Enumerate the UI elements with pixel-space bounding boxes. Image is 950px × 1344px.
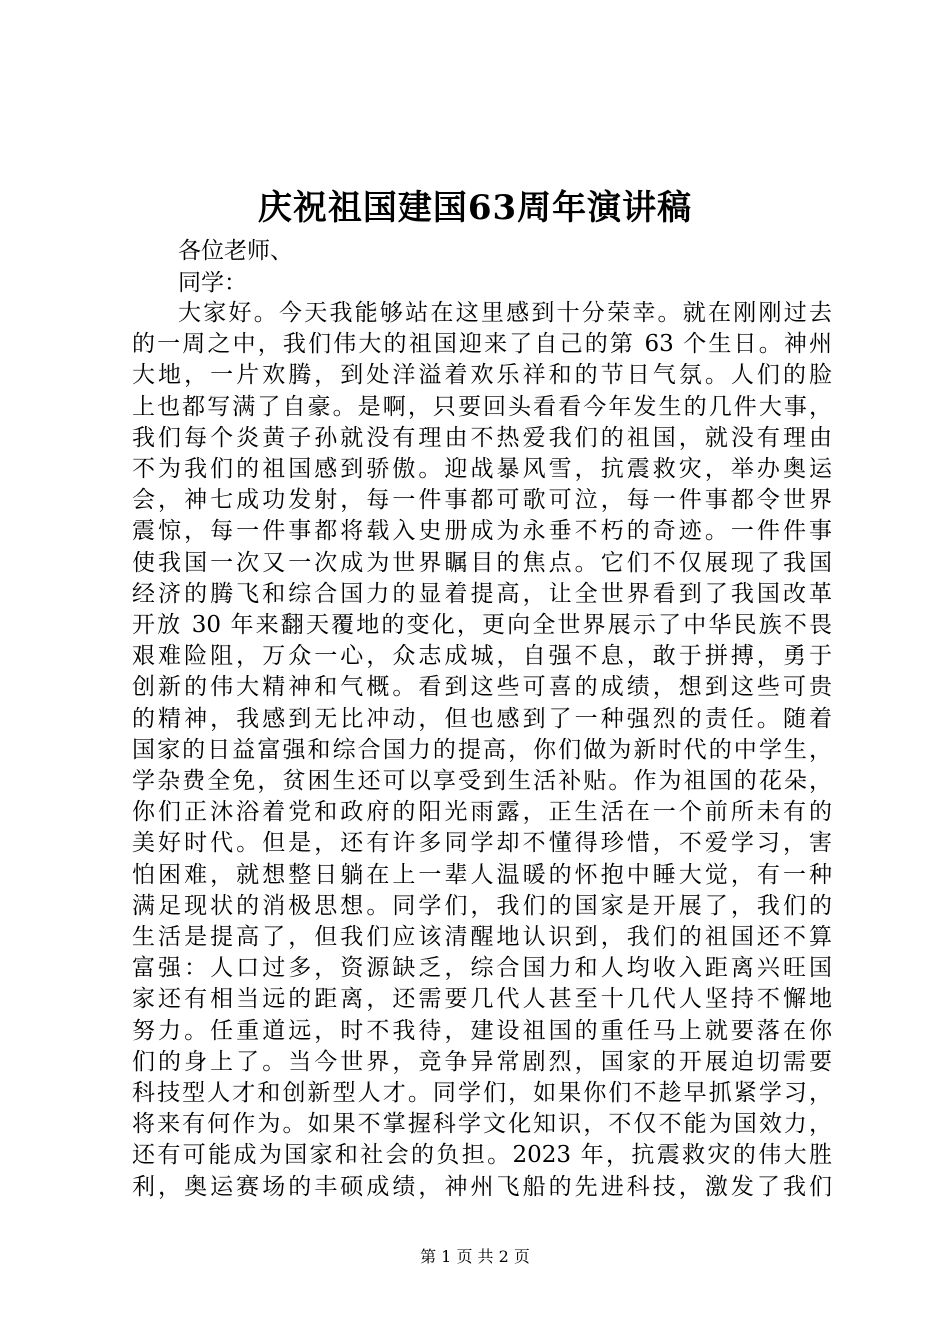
body-line: 开放 30 年来翻天覆地的变化，更向全世界展示了中华民族不畏 [132, 612, 832, 638]
body-line: 经济的腾飞和综合国力的显着提高，让全世界看到了我国改革 [132, 580, 832, 607]
page-footer: 第 1 页 共 2 页 [420, 1247, 530, 1266]
body-line: 的精神，我感到无比冲动，但也感到了一种强烈的责任。随着 [132, 705, 832, 732]
salutation-line: 同学： [178, 270, 247, 296]
body-line: 生活是提高了，但我们应该清醒地认识到，我们的祖国还不算 [132, 924, 832, 950]
body-line: 美好时代。但是，还有许多同学却不懂得珍惜，不爱学习，害 [132, 830, 832, 857]
body-line: 创新的伟大精神和气概。看到这些可喜的成绩，想到这些可贵 [132, 674, 832, 701]
body-line: 还有可能成为国家和社会的负担。2023 年，抗震救灾的伟大胜 [132, 1142, 832, 1169]
body-line: 震惊，每一件事都将载入史册成为永垂不朽的奇迹。一件件事 [132, 518, 832, 545]
body-line: 会，神七成功发射，每一件事都可歌可泣，每一件事都令世界 [132, 487, 832, 514]
document-title: 庆祝祖国建国63周年演讲稿 [257, 188, 693, 228]
body-line: 努力。任重道远，时不我待，建设祖国的重任马上就要落在你 [132, 1017, 832, 1044]
body-line: 满足现状的消极思想。同学们，我们的国家是开展了，我们的 [132, 892, 832, 919]
body-line: 大地，一片欢腾，到处洋溢着欢乐祥和的节日气氛。人们的脸 [132, 362, 832, 389]
body-line: 上也都写满了自豪。是啊，只要回头看看今年发生的几件大事， [132, 393, 832, 420]
body-line: 家还有相当远的距离，还需要几代人甚至十几代人坚持不懈地 [132, 986, 832, 1013]
salutation-line: 各位老师、 [178, 238, 293, 264]
body-line: 不为我们的祖国感到骄傲。迎战暴风雪，抗震救灾，举办奥运 [132, 456, 832, 482]
body-line: 艰难险阻，万众一心，众志成城，自强不息，敢于拼搏，勇于 [132, 643, 832, 670]
body-line: 的一周之中，我们伟大的祖国迎来了自己的第 63 个生日。神州 [132, 331, 832, 358]
body-line: 利，奥运赛场的丰硕成绩，神州飞船的先进科技，激发了我们 [132, 1173, 832, 1200]
body-line: 大家好。今天我能够站在这里感到十分荣幸。就在刚刚过去 [178, 300, 832, 326]
body-line: 我们每个炎黄子孙就没有理由不热爱我们的祖国，就没有理由 [132, 424, 832, 451]
body-line: 你们正沐浴着党和政府的阳光雨露，正生活在一个前所未有的 [132, 799, 832, 826]
body-line: 国家的日益富强和综合国力的提高，你们做为新时代的中学生， [132, 736, 832, 763]
body-line: 使我国一次又一次成为世界瞩目的焦点。它们不仅展现了我国 [132, 549, 832, 576]
body-line: 学杂费全免，贫困生还可以享受到生活补贴。作为祖国的花朵， [132, 768, 832, 794]
body-line: 怕困难，就想整日躺在上一辈人温暖的怀抱中睡大觉，有一种 [132, 861, 832, 888]
body-line: 将来有何作为。如果不掌握科学文化知识，不仅不能为国效力， [132, 1111, 832, 1138]
body-line: 富强：人口过多，资源缺乏，综合国力和人均收入距离兴旺国 [132, 955, 832, 982]
body-line: 科技型人才和创新型人才。同学们，如果你们不趁早抓紧学习， [132, 1080, 832, 1106]
body-line: 们的身上了。当今世界，竞争异常剧烈，国家的开展迫切需要 [132, 1048, 832, 1075]
